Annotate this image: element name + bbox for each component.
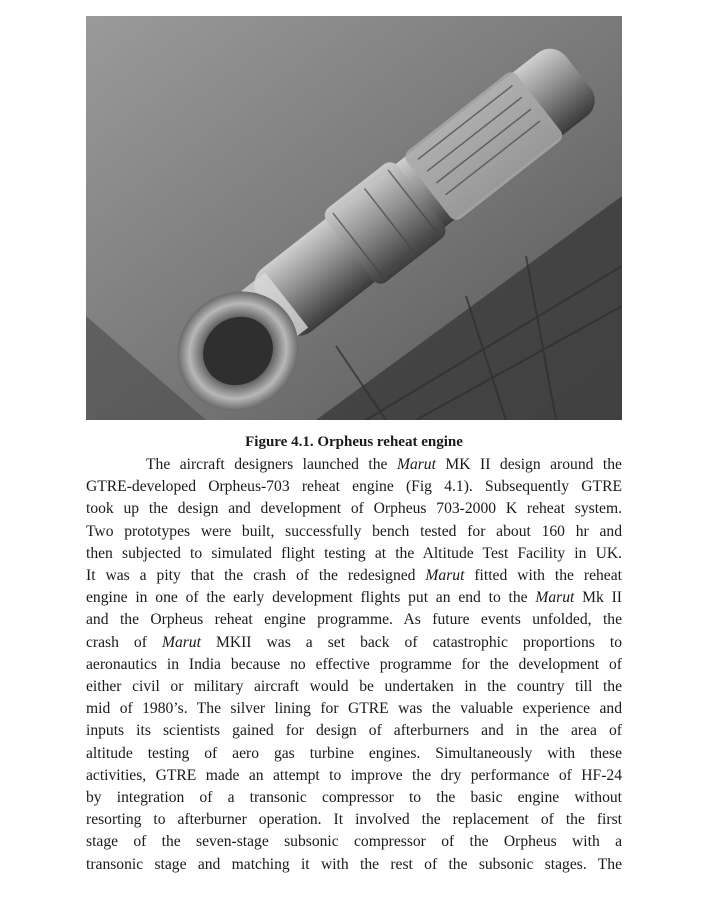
text-line: by integration of a transonic compressor to the basic engine without bbox=[86, 789, 622, 807]
text-line: stage of the seven-stage subsonic compressor of the Orpheus with a bbox=[86, 833, 622, 851]
text-line: inputs its scientists gained for design of afterburners and in the area of bbox=[86, 722, 622, 740]
text-line: engine in one of the early development flights put an end to the Marut Mk II bbox=[86, 589, 622, 607]
text-line: crash of Marut MKII was a set back of catastrophic proportions to bbox=[86, 633, 622, 651]
text-line: took up the design and development of Orpheus 703-2000 K reheat system. bbox=[86, 500, 622, 518]
text-line: then subjected to simulated flight testing at the Altitude Test Facility in UK. bbox=[86, 544, 622, 562]
body-paragraph bbox=[86, 454, 622, 876]
text-line: GTRE-developed Orpheus-703 reheat engine (Fig 4.1). Subsequently GTRE bbox=[86, 478, 622, 496]
text-line: It was a pity that the crash of the redesigned Marut fitted with the reheat bbox=[86, 567, 622, 585]
text-line: mid of 1980’s. The silver lining for GTRE was the valuable experience and bbox=[86, 700, 622, 718]
engine-photo bbox=[86, 16, 622, 420]
text-line: Two prototypes were built, successfully bench tested for about 160 hr and bbox=[86, 522, 622, 540]
text-line: activities, GTRE made an attempt to improve the dry performance of HF-24 bbox=[86, 766, 622, 784]
text-line: altitude testing of aero gas turbine engines. Simultaneously with these bbox=[86, 744, 622, 762]
text-line: either civil or military aircraft would be undertaken in the country till the bbox=[86, 678, 622, 696]
text-line: and the Orpheus reheat engine programme. As future events unfolded, the bbox=[86, 611, 622, 629]
text-line: The aircraft designers launched the Marut MK II design around the bbox=[146, 456, 622, 473]
text-line: aeronautics in India because no effective programme for the development of bbox=[86, 655, 622, 673]
text-line: transonic stage and matching it with the rest of the subsonic stages. The bbox=[86, 855, 622, 873]
text-line: resorting to afterburner operation. It involved the replacement of the first bbox=[86, 811, 622, 829]
figure-caption: Figure 4.1. Orpheus reheat engine bbox=[245, 434, 463, 450]
engine-illustration bbox=[86, 16, 622, 420]
